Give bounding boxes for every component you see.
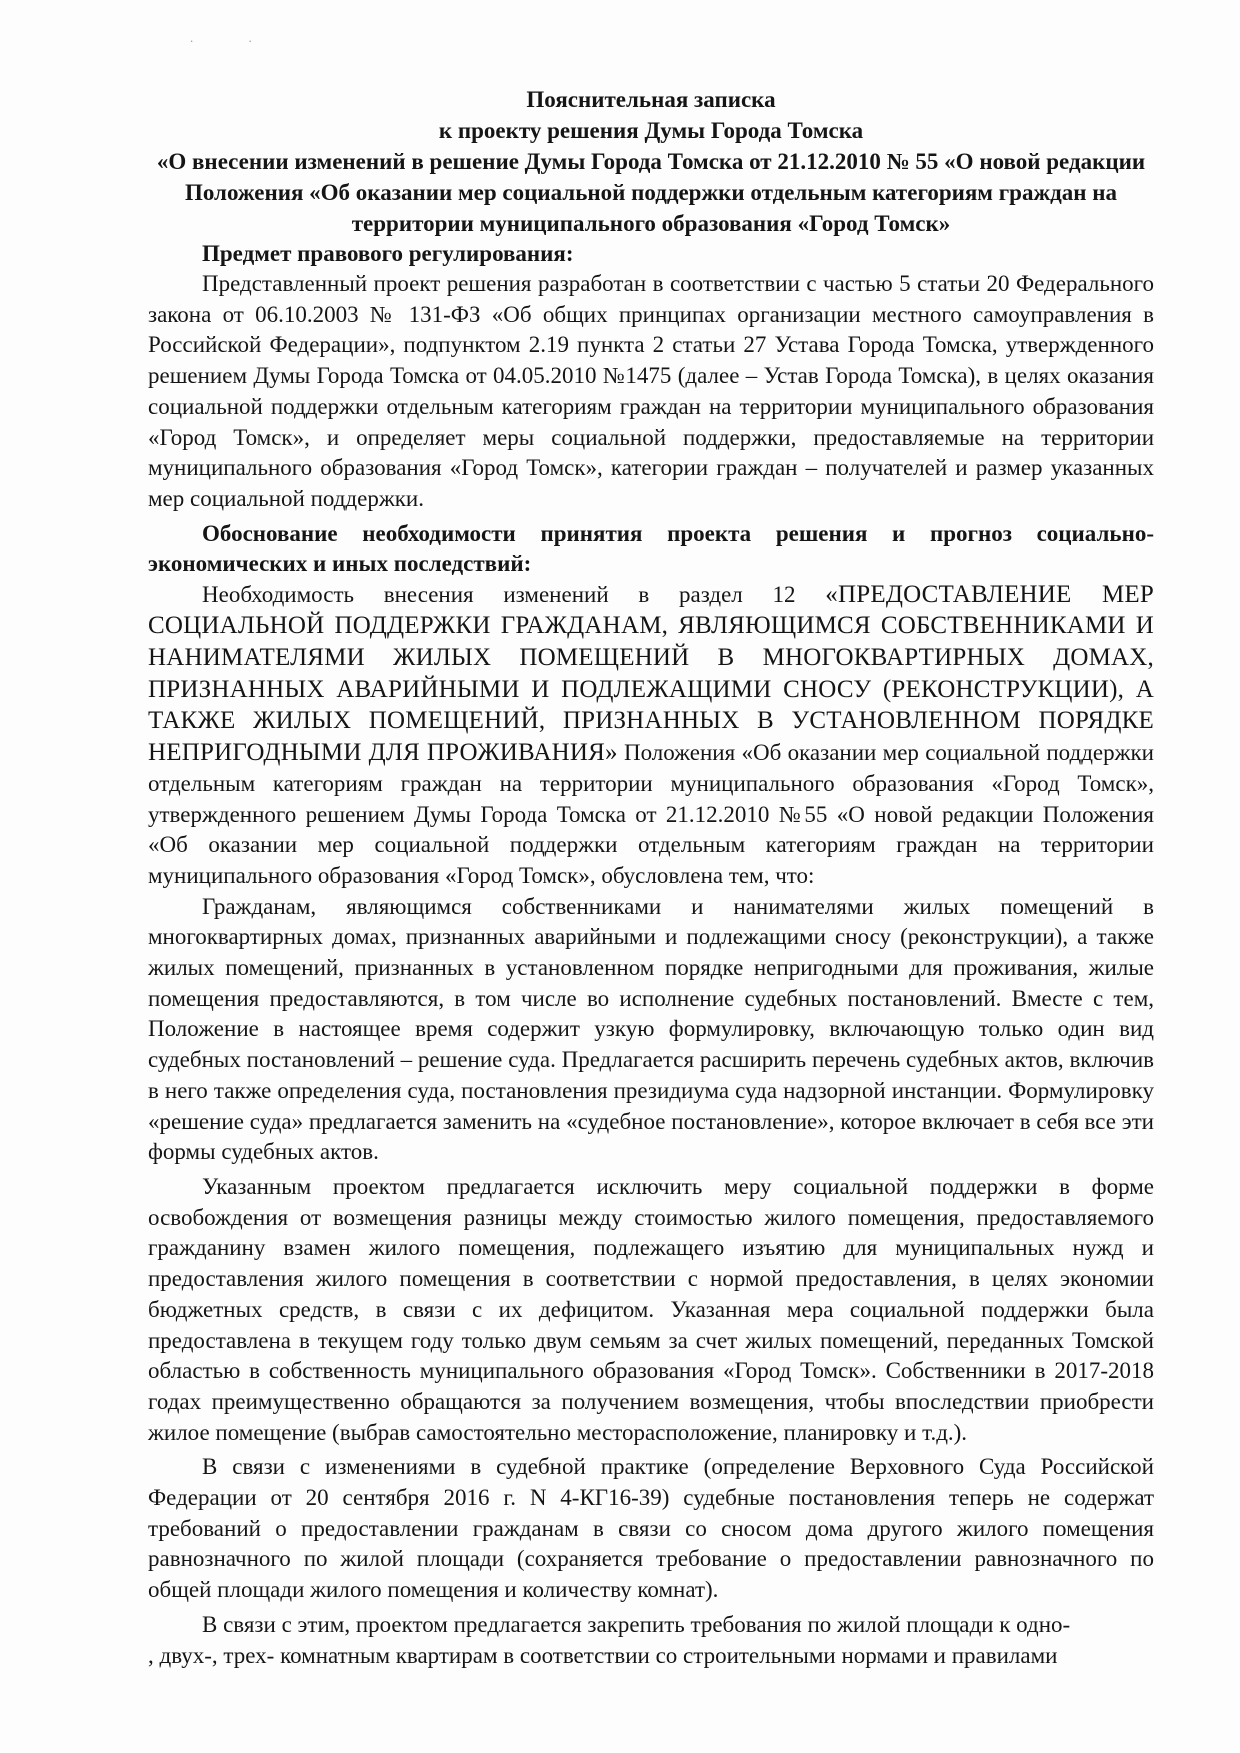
paragraph-subject: Представленный проект решения разработан в соответствии с частью 5 статьи 20 Федерального закона от 06.10.2003 № 131-ФЗ «Об общих принципах организации местного самоуправления в Российской Федерации», подпунктом 2.19 пункта 2 статьи 27 Устава Города Томска, утвержденного решением Думы Города Томска от 04.05.2010 №1475 (далее – Устав Города Томска), в целях оказания социальной поддержки отдельным категориям граждан на территории муниципального образования «Город Томск», и определяет меры социальной поддержки, предоставляемые на территории муниципального образования «Город Томск», категории граждан – получателей и размер указанных мер социальной поддержки.: [148, 271, 1154, 511]
necessity-intro: Необходимость внесения изменений в раздел 12: [202, 581, 826, 607]
title-line-2: к проекту решения Думы Города Томска: [438, 118, 864, 143]
title-line-1: Пояснительная записка: [526, 87, 776, 112]
paragraph-requirements-continued: , двух-, трех- комнатным квартирам в соответствии со строительными нормами и правилами: [148, 1642, 1058, 1668]
document-title: [148, 84, 1154, 239]
paragraph-exclusion: Указанным проектом предлагается исключить меру социальной поддержки в форме освобождения от возмещения разницы между стоимостью жилого помещения, предоставляемого гражданину взамен жилого помещения, подлежащего изъятию для муниципальных нужд и предоставления жилого помещения в соответствии с нормой предоставления, в целях экономии бюджетных средств, в связи с их дефицитом. Указанная мера социальной поддержки была предоставлена в текущем году только двум семьям за счет жилых помещений, переданных Томской областью в собственность муниципального образования «Город Томск». Собственники в 2017-2018 годах преимущественно обращаются за получением возмещения, чтобы впоследствии приобрести жилое помещение (выбрав самостоятельно месторасположение, планировку и т.д.).: [148, 1173, 1154, 1445]
paragraph-court-decisions: Гражданам, являющимся собственниками и нанимателями жилых помещений в многоквартирных домах, признанных аварийными и подлежащими сносу (реконструкции), а также жилых помещений, признанных в установленном порядке непригодными для проживания, жилые помещения предоставляются, в том числе во исполнение судебных постановлений. Вместе с тем, Положение в настоящее время содержит узкую формулировку, включающую только один вид судебных постановлений – решение суда. Предлагается расширить перечень судебных актов, включив в него также определения суда, постановления президиума суда надзорной инстанции. Формулировку «решение суда» предлагается заменить на «судебное постановление», которое включает в себя все эти формы судебных актов.: [148, 893, 1154, 1165]
section-heading-justification: Обоснование необходимости принятия проекта решения и прогноз социально-экономических и иных последствий:: [148, 520, 1154, 576]
necessity-section-title: «ПРЕДОСТАВЛЕНИЕ МЕР СОЦИАЛЬНОЙ ПОДДЕРЖКИ ГРАЖДАНАМ, ЯВЛЯЮЩИМСЯ СОБСТВЕННИКАМИ И НАНИМАТЕЛЯМИ ЖИЛЫХ ПОМЕЩЕНИЙ В МНОГОКВАРТИРНЫХ ДОМАХ, ПРИЗНАННЫХ АВАРИЙНЫМИ И ПОДЛЕЖАЩИМИ СНОСУ (РЕКОНСТРУКЦИИ), А ТАКЖЕ ЖИЛЫХ ПОМЕЩЕНИЙ, ПРИЗНАННЫХ В УСТАНОВЛЕННОМ ПОРЯДКЕ НЕПРИГОДНЫМИ ДЛЯ ПРОЖИВАНИЯ»: [148, 580, 1154, 767]
scan-artifact: . .: [190, 30, 278, 45]
paragraph-necessity: [148, 579, 1154, 892]
section-heading-subject: Предмет правового регулирования:: [202, 241, 574, 266]
paragraph-court-practice: В связи с изменениями в судебной практике (определение Верховного Суда Российской Федерации от 20 сентября 2016 г. N 4-КГ16-39) судебные постановления теперь не содержат требований о предоставлении гражданам в связи со сносом дома другого жилого помещения равнозначного по жилой площади (сохраняется требование о предоставлении равнозначного по общей площади жилого помещения и количеству комнат).: [148, 1454, 1154, 1603]
necessity-rest: Положения «Об оказании мер социальной поддержки отдельным категориям граждан на территории муниципального образования «Город Томск», утвержденного решением Думы Города Томска от 21.12.2010 №55 «О новой редакции Положения «Об оказании мер социальной поддержки отдельным категориям граждан на территории муниципального образования «Город Томск», обусловлена тем, что:: [148, 740, 1154, 888]
paragraph-requirements: В связи с этим, проектом предлагается закрепить требования по жилой площади к одно-: [202, 1611, 1071, 1637]
title-line-3: «О внесении изменений в решение Думы Города Томска от 21.12.2010 № 55 «О новой редакции Положения «Об оказании мер социальной поддержки отдельным категориям граждан на территории муниципального образования «Город Томск»: [156, 149, 1146, 236]
